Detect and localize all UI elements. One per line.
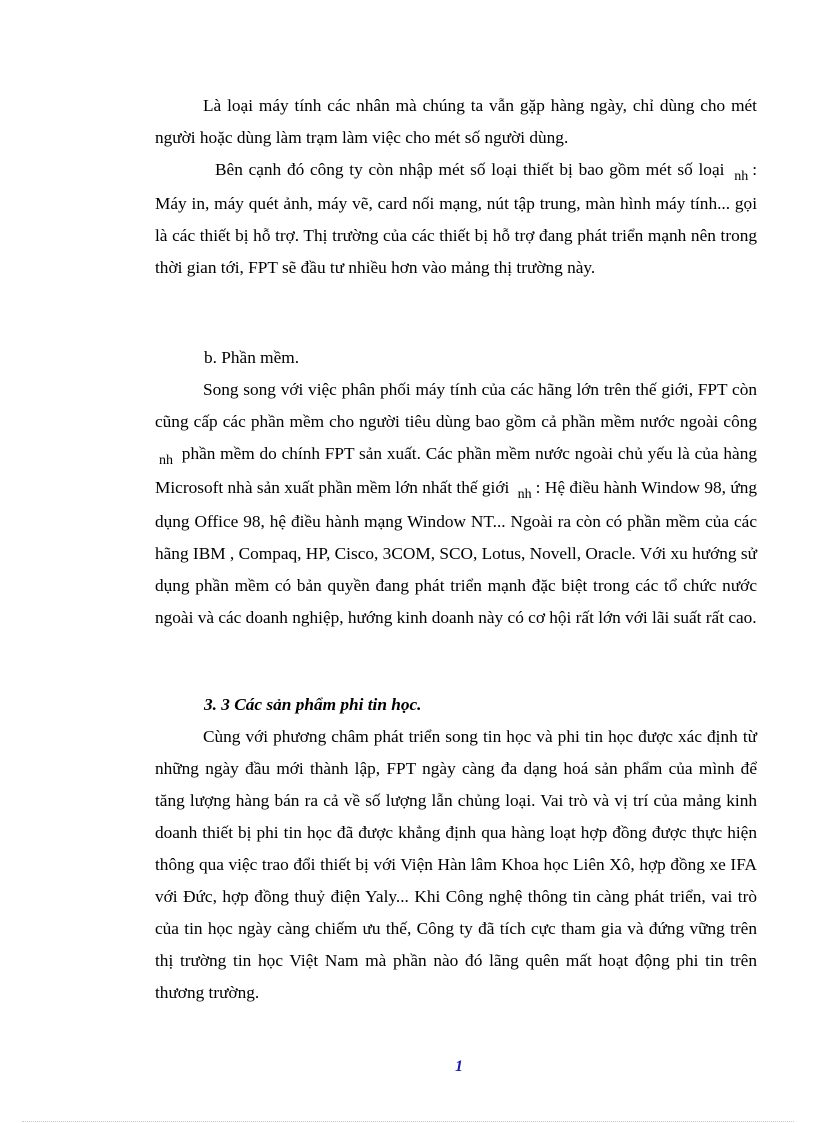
paragraph-peripherals — [155, 154, 757, 284]
paragraph-peripherals-text-1: Bên cạnh đó công ty còn nhập mét số loại thiết bị bao gồm mét số loại — [215, 160, 725, 179]
subscript-nh: nh — [517, 487, 532, 502]
paragraph-software-text-2: phần mềm do chính FPT sản xuất. Các phần mềm nước ngoài chủ yếu là của hàng Microsoft nhà sản xuất phần mềm lớn nhất thế giới — [155, 444, 757, 497]
subscript-nh: nh — [734, 169, 749, 184]
paragraph-non-it-products: Cùng với phương châm phát triển song tin học và phi tin học được xác định từ những ngày đầu mới thành lập, FPT ngày càng đa dạng hoá sản phẩm của mình để tăng lượng hàng bán ra cả về số lượng lẫn chủng loại. Vai trò và vị trí của mảng kinh doanh thiết bị phi tin học đã được khẳng định qua hàng loạt hợp đồng được thực hiện thông qua việc trao đổi thiết bị với Viện Hàn lâm Khoa học Liên Xô, hợp đồng xe IFA với Đức, hợp đồng thuỷ điện Yaly... Khi Công nghệ thông tin càng phát triển, vai trò của tin học ngày càng chiếm ưu thế, Công ty đã tích cực tham gia và đứng vững trên thị trường tin học Việt Nam mà phần nào đó lãng quên mất hoạt động phi tin trên thương trường. — [155, 727, 757, 1002]
page-bottom-divider — [22, 1121, 794, 1122]
section-heading-non-it-products: 3. 3 Các sản phẩm phi tin học. — [204, 695, 422, 714]
page-number: 1 — [455, 1058, 463, 1075]
section-heading-software: b. Phần mềm. — [204, 348, 300, 367]
paragraph-software-text-3: : Hệ điều hành Window 98, ứng dụng Office 98, hệ điều hành mạng Window NT... Ngoài ra còn có phần mềm của các hãng IBM , Compaq, HP, Cisco, 3COM, SCO, Lotus, Novell, Oracle. Với xu hướng sử dụng phần mềm có bản quyền đang phát triển mạnh đặc biệt trong các tổ chức nước ngoài và các doanh nghiệp, hướng kinh doanh này có cơ hội rất lớn với lãi suất rất cao. — [155, 478, 757, 627]
paragraph-peripherals-text-2: : Máy in, máy quét ảnh, máy vẽ, card nối mạng, nút tập trung, màn hình máy tính... gọi là các thiết bị hỗ trợ. Thị trường của các thiết bị hỗ trợ đang phát triển mạnh nên trong thời gian tới, FPT sẽ đầu tư nhiều hơn vào mảng thị trường này. — [155, 160, 757, 277]
subscript-nh: nh — [159, 453, 173, 468]
paragraph-software-text-1: Song song với việc phân phối máy tính của các hãng lớn trên thế giới, FPT còn cũng cấp các phần mềm cho người tiêu dùng bao gồm cả phần mềm nước ngoài công — [155, 380, 757, 431]
paragraph-software — [155, 374, 757, 634]
paragraph-personal-computers: Là loại máy tính các nhân mà chúng ta vẫn gặp hàng ngày, chỉ dùng cho mét người hoặc dùng làm trạm làm việc cho mét số người dùng. — [155, 96, 757, 147]
